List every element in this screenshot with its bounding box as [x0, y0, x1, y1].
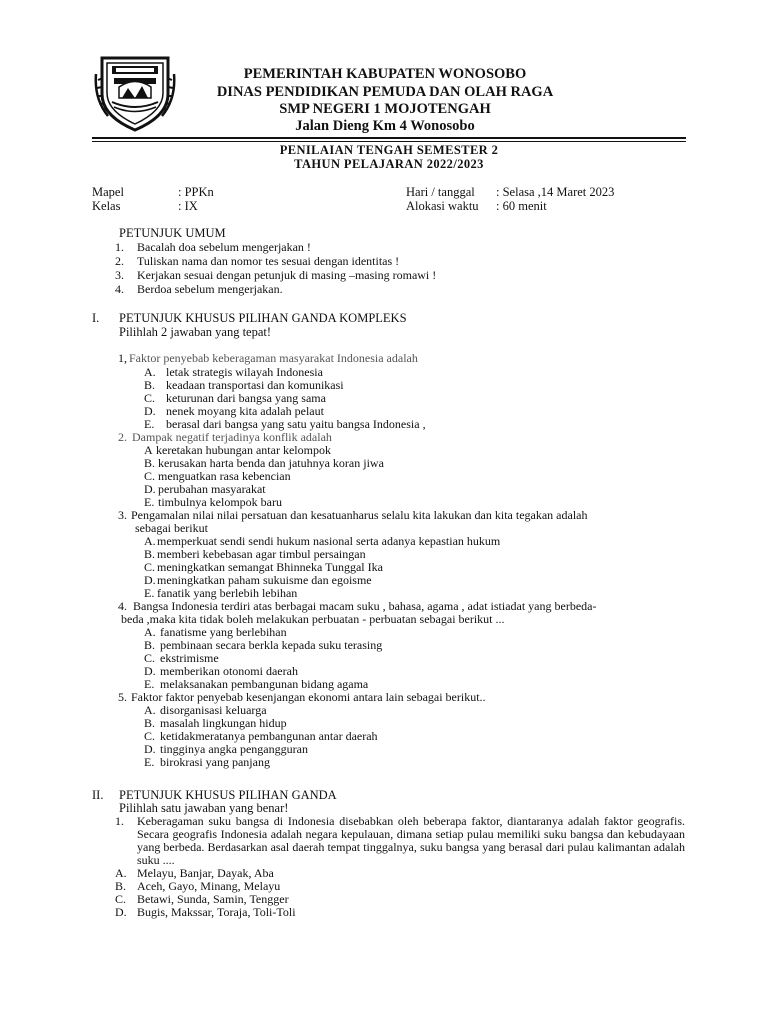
letterhead-line-3: SMP NEGERI 1 MOJOTENGAH — [279, 101, 491, 117]
option-text: keturunan dari bangsa yang sama — [166, 391, 326, 405]
question-number: 5. — [118, 690, 127, 704]
letterhead-divider-thin — [92, 141, 686, 142]
question-text: Dampak negatif terjadinya konflik adalah — [132, 430, 332, 444]
section-2-heading: PETUNJUK KHUSUS PILIHAN GANDA — [119, 788, 337, 802]
option-text: keretakan hubungan antar kelompok — [156, 443, 331, 457]
section-1-instruction: Pilihlah 2 jawaban yang tepat! — [119, 325, 272, 339]
general-item-number: 3. — [115, 268, 124, 282]
question-text-line-2: beda ,maka kita tidak boleh melakukan perbuatan - perbuatan sebagai berikut ... — [121, 612, 505, 626]
option-text: timbulnya kelompok baru — [158, 495, 282, 509]
option-letter: C. — [144, 560, 156, 574]
option-text: ekstrimisme — [160, 651, 219, 665]
general-item-text: Kerjakan sesuai dengan petunjuk di masing –masing romawi ! — [137, 268, 437, 282]
regency-emblem-icon — [94, 54, 176, 132]
option-text: nenek moyang kita adalah pelaut — [166, 404, 324, 418]
question-text: Faktor faktor penyebab kesenjangan ekonomi antara lain sebagai berikut.. — [131, 690, 486, 704]
alokasi-value: : 60 menit — [496, 199, 547, 213]
option-letter: A. — [115, 866, 127, 880]
option-letter: A. — [144, 625, 156, 639]
option-text: menguatkan rasa kebencian — [158, 469, 291, 483]
option-letter: D. — [144, 404, 156, 418]
option-letter: E. — [144, 755, 155, 769]
option-text: masalah lingkungan hidup — [160, 716, 287, 730]
section-1-heading: PETUNJUK KHUSUS PILIHAN GANDA KOMPLEKS — [119, 311, 407, 325]
option-text: perubahan masyarakat — [158, 482, 266, 496]
option-letter: E. — [144, 495, 155, 509]
option-letter: A — [144, 443, 153, 457]
mapel-value: : PPKn — [178, 185, 214, 199]
option-letter: A. — [144, 534, 156, 548]
general-instructions-heading: PETUNJUK UMUM — [119, 226, 226, 240]
option-text: memberikan otonomi daerah — [160, 664, 298, 678]
option-text: meningkatkan semangat Bhinneka Tunggal Ika — [157, 560, 383, 574]
option-letter: B. — [144, 547, 156, 561]
option-letter: E. — [144, 677, 155, 691]
option-text: ketidakmeratanya pembangunan antar daerah — [160, 729, 378, 743]
option-text: keadaan transportasi dan komunikasi — [166, 378, 344, 392]
option-text: kerusakan harta benda dan jatuhnya koran jiwa — [158, 456, 384, 470]
option-text: pembinaan secara berkla kepada suku terasing — [160, 638, 383, 652]
letterhead-line-2: DINAS PENDIDIKAN PEMUDA DAN OLAH RAGA — [216, 84, 554, 100]
question-text-line-2: sebagai berikut — [135, 521, 208, 535]
hari-value: : Selasa ,14 Maret 2023 — [496, 185, 615, 199]
mapel-label: Mapel — [92, 185, 124, 199]
question-text: Keberagaman suku bangsa di Indonesia disebabkan oleh beberapa faktor, diantaranya adalah faktor geografis. Secara geografis Indonesia adalah negara kepulauan, dimana setiap pulau memiliki suku bangsa dan kebudayaan yang berbeda. Berdasarkan asal daerah tempat tinggalnya, suku bangsa yang berasal dari pulau kalimantan adalah suku .... — [137, 814, 685, 867]
option-text: birokrasi yang panjang — [160, 755, 270, 769]
question-text: Faktor penyebab keberagaman masyarakat Indonesia adalah — [129, 351, 418, 365]
general-item-text: Berdoa sebelum mengerjakan. — [137, 282, 283, 296]
option-text: Betawi, Sunda, Samin, Tengger — [137, 892, 289, 906]
option-letter: A. — [144, 365, 156, 379]
option-letter: C. — [144, 651, 156, 665]
option-letter: C. — [115, 892, 127, 906]
section-1-roman: I. — [92, 311, 100, 325]
general-item-text: Bacalah doa sebelum mengerjakan ! — [137, 240, 311, 254]
option-text: melaksanakan pembangunan bidang agama — [160, 677, 369, 691]
option-text: disorganisasi keluarga — [160, 703, 267, 717]
option-letter: E. — [144, 417, 155, 431]
general-item-text: Tuliskan nama dan nomor tes sesuai dengan identitas ! — [137, 254, 400, 268]
question-text-line-1: Pengamalan nilai nilai persatuan dan kesatuanharus selalu kita lakukan dan kita tegakan adalah — [131, 508, 588, 522]
option-text: fanatisme yang berlebihan — [160, 625, 287, 639]
option-text: Melayu, Banjar, Dayak, Aba — [137, 866, 274, 880]
general-item-number: 1. — [115, 240, 124, 254]
option-letter: B. — [115, 879, 127, 893]
option-text: letak strategis wilayah Indonesia — [166, 365, 323, 379]
letterhead-line-4: Jalan Dieng Km 4 Wonosobo — [295, 118, 475, 134]
option-text: memberi kebebasan agar timbul persaingan — [157, 547, 366, 561]
section-2-instruction: Pilihlah satu jawaban yang benar! — [119, 801, 289, 815]
option-letter: D. — [115, 905, 127, 919]
alokasi-label: Alokasi waktu — [406, 199, 479, 213]
hari-label: Hari / tanggal — [406, 185, 475, 199]
option-letter: D. — [144, 573, 156, 587]
exam-year: TAHUN PELAJARAN 2022/2023 — [294, 157, 484, 171]
option-text: meningkatkan paham sukuisme dan egoisme — [157, 573, 372, 587]
question-number: 2. — [118, 430, 127, 444]
option-text: tingginya angka pengangguran — [160, 742, 308, 756]
option-text: Bugis, Makssar, Toraja, Toli-Toli — [137, 905, 296, 919]
option-letter: C. — [144, 469, 156, 483]
question-number: 4. — [118, 599, 127, 613]
option-letter: B. — [144, 378, 156, 392]
question-number: 1, — [118, 351, 127, 365]
kelas-value: : IX — [178, 199, 198, 213]
exam-title: PENILAIAN TENGAH SEMESTER 2 — [279, 143, 499, 157]
option-letter: B. — [144, 456, 156, 470]
option-letter: C. — [144, 391, 156, 405]
option-text: Aceh, Gayo, Minang, Melayu — [137, 879, 281, 893]
option-letter: C. — [144, 729, 156, 743]
section-2-roman: II. — [92, 788, 104, 802]
option-text: berasal dari bangsa yang satu yaitu bangsa Indonesia , — [166, 417, 426, 431]
option-letter: B. — [144, 638, 156, 652]
option-letter: D. — [144, 482, 156, 496]
general-item-number: 2. — [115, 254, 124, 268]
general-item-number: 4. — [115, 282, 124, 296]
letterhead-line-1: PEMERINTAH KABUPATEN WONOSOBO — [243, 66, 527, 82]
option-letter: D. — [144, 742, 156, 756]
kelas-label: Kelas — [92, 199, 121, 213]
option-text: memperkuat sendi sendi hukum nasional serta adanya kepastian hukum — [157, 534, 501, 548]
question-number: 3. — [118, 508, 127, 522]
option-letter: B. — [144, 716, 156, 730]
question-text-line-1: Bangsa Indonesia terdiri atas berbagai macam suku , bahasa, agama , adat istiadat yang berbeda- — [133, 599, 597, 613]
option-letter: E. — [144, 586, 155, 600]
option-text: fanatik yang berlebih lebihan — [157, 586, 298, 600]
option-letter: A. — [144, 703, 156, 717]
letterhead-divider-thick — [92, 137, 686, 139]
option-letter: D. — [144, 664, 156, 678]
question-number: 1. — [115, 814, 124, 828]
